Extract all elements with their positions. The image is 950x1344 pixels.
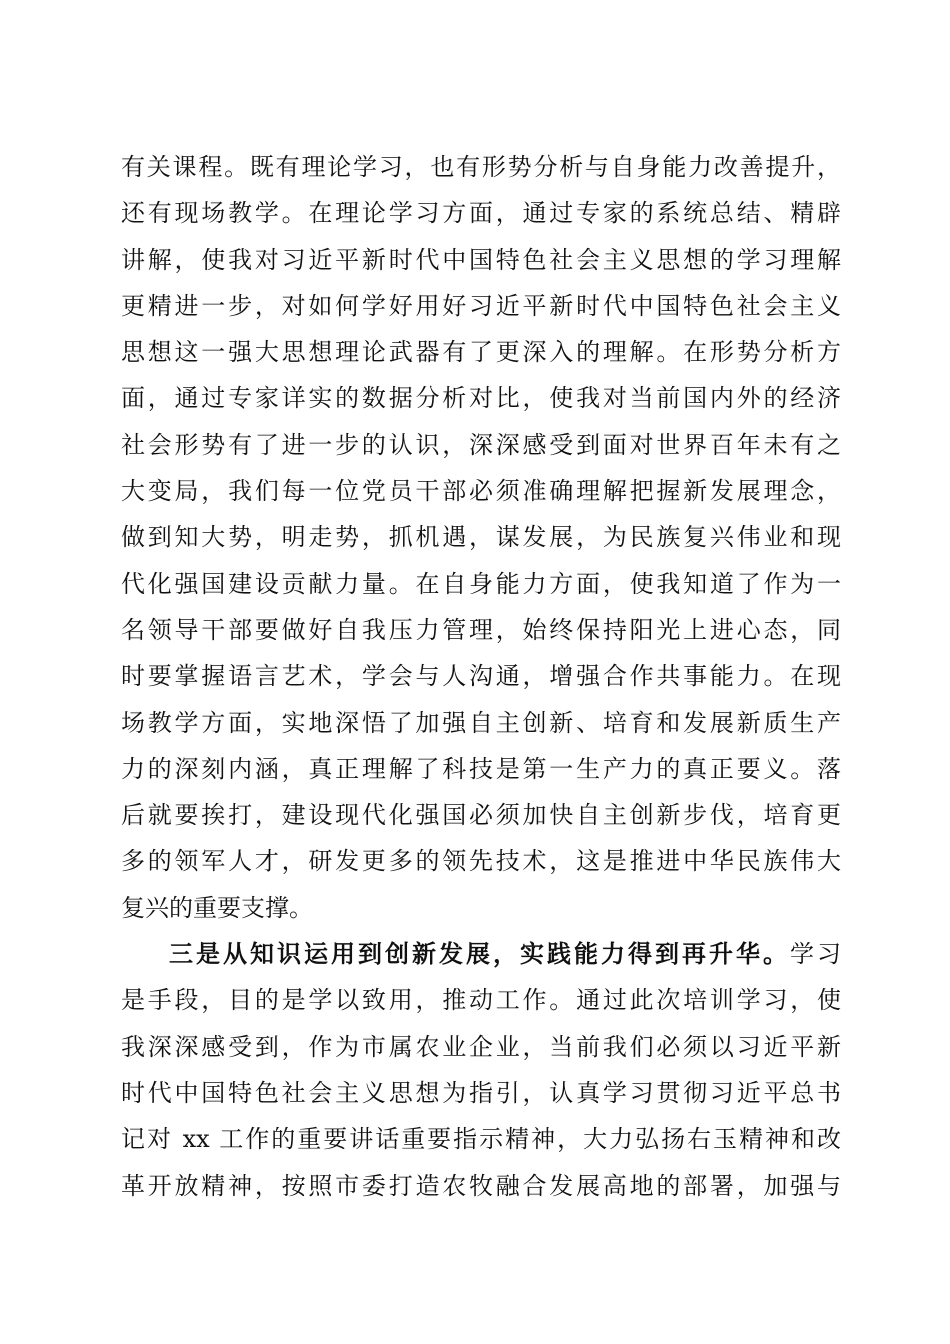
paragraph-heading: 三是从知识运用到创新发展，实践能力得到再升华。 <box>169 939 790 969</box>
text-line: 还有现场教学。在理论学习方面，通过专家的系统总结、精辟 <box>121 199 841 228</box>
text-line: 社会形势有了进一步的认识，深深感受到面对世界百年未有之 <box>121 430 841 459</box>
text-line: 是手段，目的是学以致用，推动工作。通过此次培训学习，使 <box>121 986 841 1015</box>
text-line: 复兴的重要支撑。 <box>121 893 313 922</box>
text-line: 大变局，我们每一位党员干部必须准确理解把握新发展理念， <box>121 477 841 506</box>
text-run: 学习 <box>790 940 841 969</box>
text-line: 更精进一步，对如何学好用好习近平新时代中国特色社会主义 <box>121 291 841 320</box>
text-line: 时代中国特色社会主义思想为指引，认真学习贯彻习近平总书 <box>121 1078 841 1107</box>
text-line: 名领导干部要做好自我压力管理，始终保持阳光上进心态，同 <box>121 615 841 644</box>
text-line: 面，通过专家详实的数据分析对比，使我对当前国内外的经济 <box>121 384 841 413</box>
text-line: 革开放精神，按照市委打造农牧融合发展高地的部署，加强与 <box>121 1171 841 1200</box>
text-line: 记对 xx 工作的重要讲话重要指示精神，大力弘扬右玉精神和改 <box>121 1125 841 1154</box>
text-line: 思想这一强大思想理论武器有了更深入的理解。在形势分析方 <box>121 338 841 367</box>
paragraph-first-line <box>121 931 841 977</box>
text-line: 讲解，使我对习近平新时代中国特色社会主义思想的学习理解 <box>121 245 841 274</box>
text-line: 有关课程。既有理论学习，也有形势分析与自身能力改善提升， <box>121 153 841 181</box>
text-line: 后就要挨打，建设现代化强国必须加快自主创新步伐，培育更 <box>121 801 841 830</box>
text-line: 我深深感受到，作为市属农业企业，当前我们必须以习近平新 <box>121 1032 841 1061</box>
text-line: 代化强国建设贡献力量。在自身能力方面，使我知道了作为一 <box>121 569 841 598</box>
document-body <box>121 144 841 1209</box>
paragraph-1 <box>121 144 841 931</box>
text-line: 做到知大势，明走势，抓机遇，谋发展，为民族复兴伟业和现 <box>121 523 841 552</box>
text-line: 时要掌握语言艺术，学会与人沟通，增强合作共事能力。在现 <box>121 662 841 691</box>
text-line: 力的深刻内涵，真正理解了科技是第一生产力的真正要义。落 <box>121 754 841 783</box>
text-line: 场教学方面，实地深悟了加强自主创新、培育和发展新质生产 <box>121 708 841 737</box>
paragraph-2 <box>121 931 841 1209</box>
text-line: 多的领军人才，研发更多的领先技术，这是推进中华民族伟大 <box>121 847 841 876</box>
